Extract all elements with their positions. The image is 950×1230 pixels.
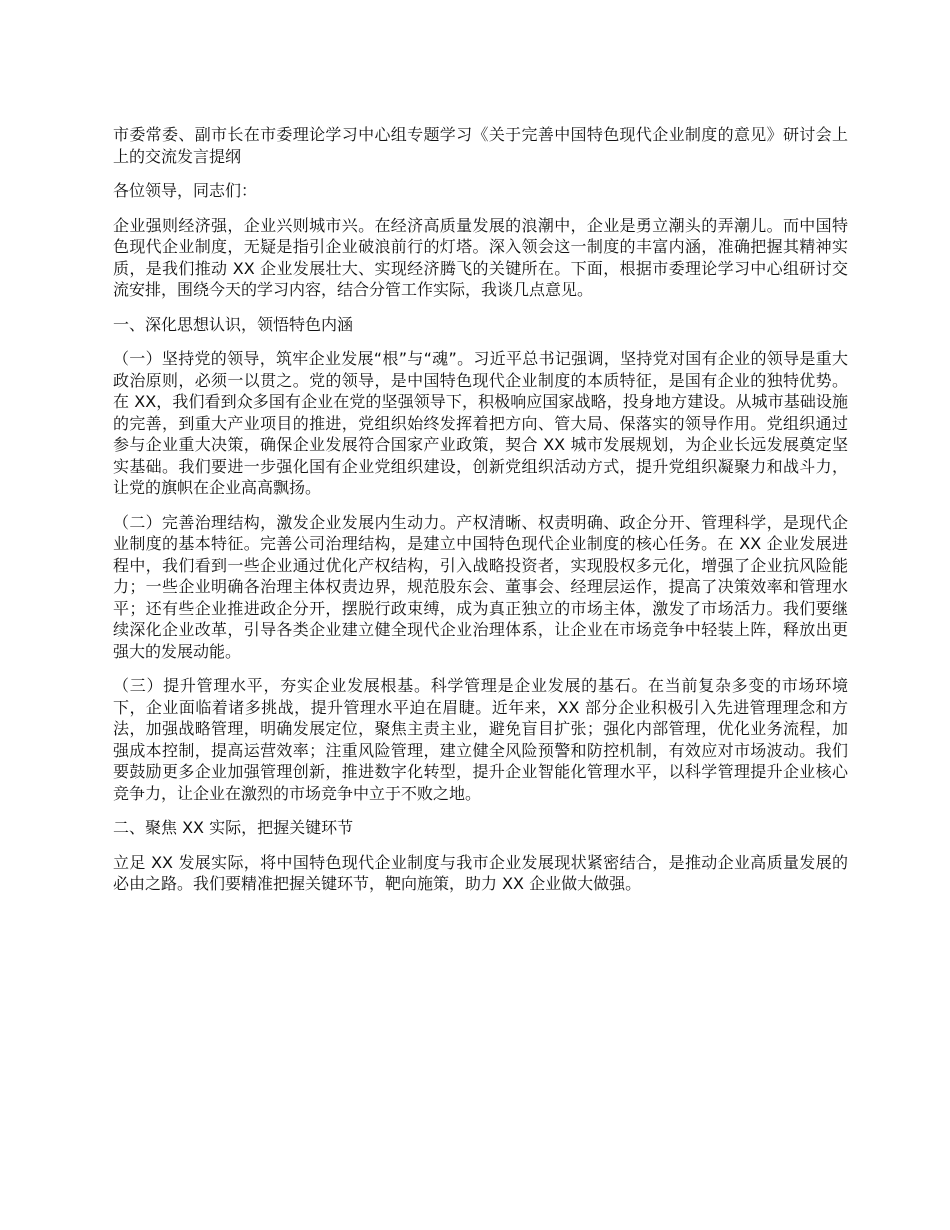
section-1-paragraph-3: （三）提升管理水平，夯实企业发展根基。科学管理是企业发展的基石。在当前复杂多变的市场环境下，企业面临着诸多挑战，提升管理水平迫在眉睫。近年来，XX 部分企业积极引入先进管理理念和方法，加强战略管理，明确发展定位，聚焦主责主业，避免盲目扩张；强化内部管理，优化业务流程，加强成本控制，提高运营效率；注重风险管理，建立健全风险预警和防控机制，有效应对市场波动。我们要鼓励更多企业加强管理创新，推进数字化转型，提升企业智能化管理水平，以科学管理提升企业核心竞争力，让企业在激烈的市场竞争中立于不败之地。 (113, 676, 848, 803)
section-1-heading: 一、深化思想认识，领悟特色内涵 (113, 314, 354, 334)
section-1-paragraph-1: （一）坚持党的领导，筑牢企业发展“根”与“魂”。习近平总书记强调，坚持党对国有企业的领导是重大政治原则，必须一以贯之。党的领导，是中国特色现代企业制度的本质特征，是国有企业的独特优势。在 XX，我们看到众多国有企业在党的坚强领导下，积极响应国家战略，投身地方建设。从城市基础设施的完善，到重大产业项目的推进，党组织始终发挥着把方向、管大局、保落实的领导作用。党组织通过参与企业重大决策，确保企业发展符合国家产业政策，契合 XX 城市发展规划，为企业长远发展奠定坚实基础。我们要进一步强化国有企业党组织建设，创新党组织活动方式，提升党组织凝聚力和战斗力，让党的旗帜在企业高高飘扬。 (113, 349, 848, 497)
salutation: 各位领导，同志们： (113, 181, 258, 200)
document-title: 市委常委、副市长在市委理论学习中心组专题学习《关于完善中国特色现代企业制度的意见》研讨会上上的交流发言提纲 (113, 125, 848, 166)
section-2-heading: 二、聚焦 XX 实际，把握关键环节 (113, 818, 354, 837)
section-1-paragraph-2: （二）完善治理结构，激发企业发展内生动力。产权清晰、权责明确、政企分开、管理科学，是现代企业制度的基本特征。完善公司治理结构，是建立中国特色现代企业制度的核心任务。在 XX 企业发展进程中，我们看到一些企业通过优化产权结构，引入战略投资者，实现股权多元化，增强了企业抗风险能力；一些企业明确各治理主体权责边界，规范股东会、董事会、经理层运作，提高了决策效率和管理水平；还有些企业推进政企分开，摆脱行政束缚，成为真正独立的市场主体，激发了市场活力。我们要继续深化企业改革，引导各类企业建立健全现代企业治理体系，让企业在市场竞争中轻装上阵，释放出更强大的发展动能。 (113, 512, 848, 661)
intro-paragraph: 企业强则经济强，企业兴则城市兴。在经济高质量发展的浪潮中，企业是勇立潮头的弄潮儿。而中国特色现代企业制度，无疑是指引企业破浪前行的灯塔。深入领会这一制度的丰富内涵，准确把握其精神实质，是我们推动 XX 企业发展壮大、实现经济腾飞的关键所在。下面，根据市委理论学习中心组研讨交流安排，围绕今天的学习内容，结合分管工作实际，我谈几点意见。 (113, 215, 848, 299)
document-body (113, 124, 848, 908)
section-2-paragraph-1: 立足 XX 发展实际，将中国特色现代企业制度与我市企业发展现状紧密结合，是推动企业高质量发展的必由之路。我们要精准把握关键环节，靶向施策，助力 XX 企业做大做强。 (113, 852, 848, 893)
